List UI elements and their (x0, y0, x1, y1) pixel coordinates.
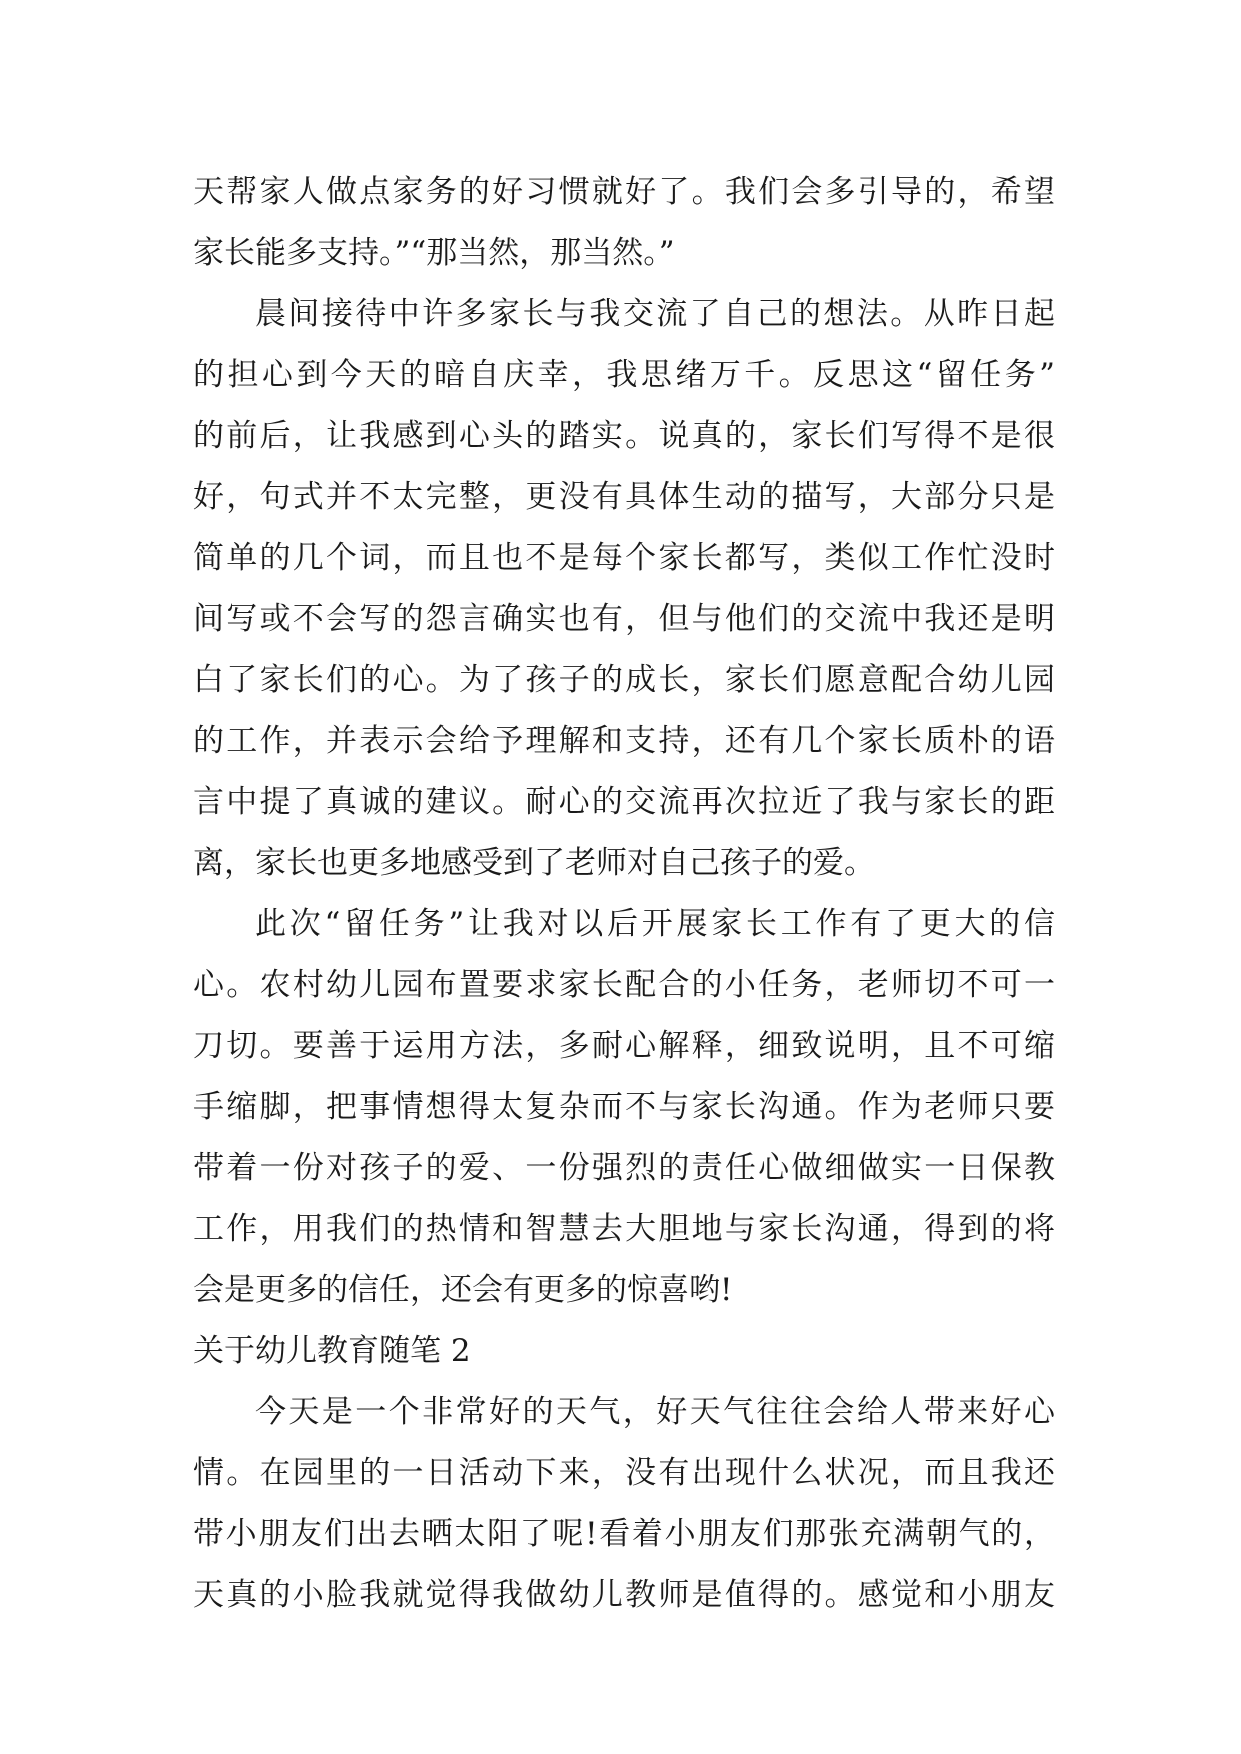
text-line: 言中提了真诚的建议。耐心的交流再次拉近了我与家长的距 (193, 784, 1055, 820)
text-line: 带小朋友们出去晒太阳了呢!看着小朋友们那张充满朝气的， (193, 1516, 1055, 1552)
text-line: 带着一份对孩子的爱、一份强烈的责任心做细做实一日保教 (193, 1150, 1055, 1186)
text-line: 情。在园里的一日活动下来，没有出现什么状况，而且我还 (193, 1455, 1055, 1491)
paragraph-start-line: 此次“留任务”让我对以后开展家长工作有了更大的信 (255, 906, 1055, 942)
text-line: 天帮家人做点家务的好习惯就好了。我们会多引导的，希望 (193, 174, 1055, 210)
section-1 (193, 162, 1055, 1321)
text-line: 会是更多的信任，还会有更多的惊喜哟! (193, 1272, 733, 1308)
text-line: 间写或不会写的怨言确实也有，但与他们的交流中我还是明 (193, 601, 1055, 637)
section-heading: 关于幼儿教育随笔 2 (193, 1333, 471, 1369)
text-line: 心。农村幼儿园布置要求家长配合的小任务，老师切不可一 (193, 967, 1055, 1003)
text-line: 白了家长们的心。为了孩子的成长，家长们愿意配合幼儿园 (193, 662, 1055, 698)
text-line: 简单的几个词，而且也不是每个家长都写，类似工作忙没时 (193, 540, 1055, 576)
text-line: 工作，用我们的热情和智慧去大胆地与家长沟通，得到的将 (193, 1211, 1055, 1247)
section-2 (193, 1382, 1055, 1626)
text-line: 离，家长也更多地感受到了老师对自己孩子的爱。 (193, 845, 875, 881)
paragraph-start-line: 晨间接待中许多家长与我交流了自己的想法。从昨日起 (255, 296, 1055, 332)
text-line: 的工作，并表示会给予理解和支持，还有几个家长质朴的语 (193, 723, 1055, 759)
text-line: 家长能多支持。”“那当然，那当然。” (193, 235, 675, 271)
text-line: 的前后，让我感到心头的踏实。说真的，家长们写得不是很 (193, 418, 1055, 454)
text-line: 手缩脚，把事情想得太复杂而不与家长沟通。作为老师只要 (193, 1089, 1055, 1125)
paragraph-start-line: 今天是一个非常好的天气，好天气往往会给人带来好心 (255, 1394, 1055, 1430)
text-line: 的担心到今天的暗自庆幸，我思绪万千。反思这“留任务” (193, 357, 1055, 393)
text-line: 好，句式并不太完整，更没有具体生动的描写，大部分只是 (193, 479, 1055, 515)
document-body (193, 162, 1055, 1626)
text-line: 刀切。要善于运用方法，多耐心解释，细致说明，且不可缩 (193, 1028, 1055, 1064)
text-line: 天真的小脸我就觉得我做幼儿教师是值得的。感觉和小朋友 (193, 1577, 1055, 1613)
